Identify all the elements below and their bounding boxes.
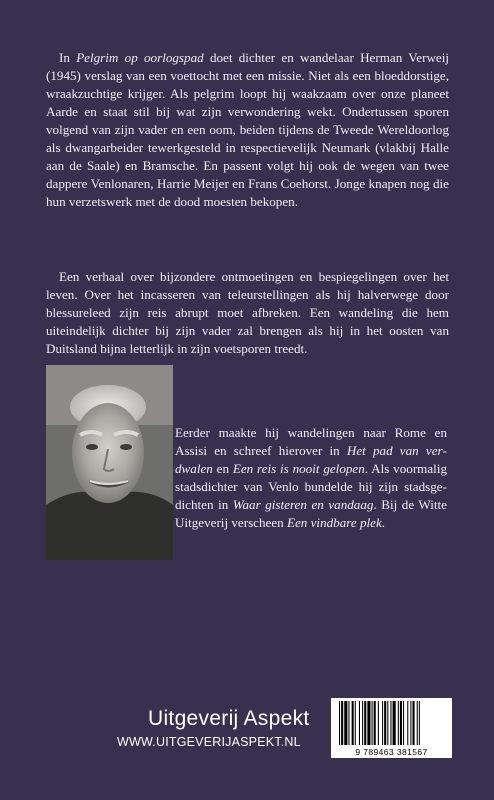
barcode-bar	[407, 701, 408, 745]
bio-book-title-4: Een vindbare plek	[286, 515, 382, 530]
bio-book-title-3: Waar gisteren en vandaag	[232, 497, 374, 512]
bio-book-title-1: Het pad van verdwalen	[175, 443, 447, 476]
bio-text-1: Eerder maakte hij wandelingen naar Rome en Assisi en schreef hierover in	[175, 425, 447, 458]
barcode-bar	[344, 701, 347, 745]
barcode-bar	[398, 701, 399, 745]
author-bio	[175, 424, 447, 532]
description-paragraph-1	[46, 49, 449, 211]
barcode-bar	[419, 701, 420, 745]
barcode-bar	[413, 701, 415, 745]
barcode-bar	[384, 701, 386, 745]
intro-text: In	[59, 50, 77, 65]
barcode-bar	[367, 701, 370, 745]
author-portrait-image	[46, 365, 173, 560]
barcode-bar	[374, 701, 376, 745]
barcode-bar	[348, 701, 349, 745]
isbn-barcode	[331, 698, 452, 758]
barcode-bar	[390, 701, 391, 745]
barcode-bar	[362, 701, 363, 745]
barcode-bar	[410, 701, 411, 745]
bio-text-2: en	[212, 461, 233, 476]
barcode-bar	[341, 701, 343, 745]
author-photo	[46, 365, 173, 560]
bio-book-title-2: Een reis is nooit gelopen	[232, 461, 365, 476]
barcode-bar	[403, 701, 404, 745]
barcode-bar	[387, 701, 388, 745]
barcode-bar	[417, 701, 418, 745]
barcode-bar	[393, 701, 396, 745]
barcode-bar	[364, 701, 366, 745]
barcode-bar	[378, 701, 379, 745]
barcode-bar	[352, 701, 354, 745]
barcode-bars	[339, 701, 444, 745]
barcode-bar	[355, 701, 356, 745]
bio-text-4: . Bij de Witte Uitgeverij verscheen	[175, 497, 447, 530]
barcode-digits: 9 789463 381567	[355, 747, 428, 757]
paragraph-1-text: doet dichter en wandelaar Herman Verweij (1945) verslag van een voettocht met een missie. Niet als een bloeddorstige, wraakzuchtige krijger. Als pelgrim loopt hij waakzaam over onze planeet Aarde en staat stil bij wat zijn verwondering wekt. Ondertussen sporen volgend van zijn vader en een oom, beiden tijdens de Tweede Wereldoorlog als dwangarbeider tewerkgesteld in respectievelijk Neumark (vlakbij Halle aan de Saale) en Bramsche. En passent volgt hij ook de wegen van twee dappere Venlonaren, Harrie Meijer en Frans Coehorst. Jonge knapen nog die hun verzetswerk met de dood moesten bekopen.	[46, 50, 450, 209]
publisher-name: Uitgeverij Aspekt	[148, 707, 310, 730]
barcode-bar	[359, 701, 360, 745]
bio-text-5: .	[381, 515, 386, 530]
book-title: Pelgrim op oorlogspad	[76, 50, 204, 65]
publisher-website: WWW.UITGEVERIJASPEKT.NL	[117, 735, 301, 749]
bio-text-3: . Als voormalig stadsdichter van Venlo bundelde hij zijn stadsgedichten in	[175, 461, 447, 512]
barcode-bar	[339, 701, 340, 745]
description-paragraph-2: Een verhaal over bijzondere ontmoetingen en bespiegelingen over het leven. Over het incasseren van teleurstellingen als hij halverwege door blessureleed zijn reis abrupt moet afbreken. Een wandeling die hem uiteindelijk dichter bij zijn vader zal brengen als hij in het oosten van Duitsland bijna letterlijk in zijn voetsporen treedt.	[46, 269, 449, 356]
barcode-bar	[400, 701, 402, 745]
barcode-bar	[382, 701, 383, 745]
barcode-bar	[372, 701, 373, 745]
